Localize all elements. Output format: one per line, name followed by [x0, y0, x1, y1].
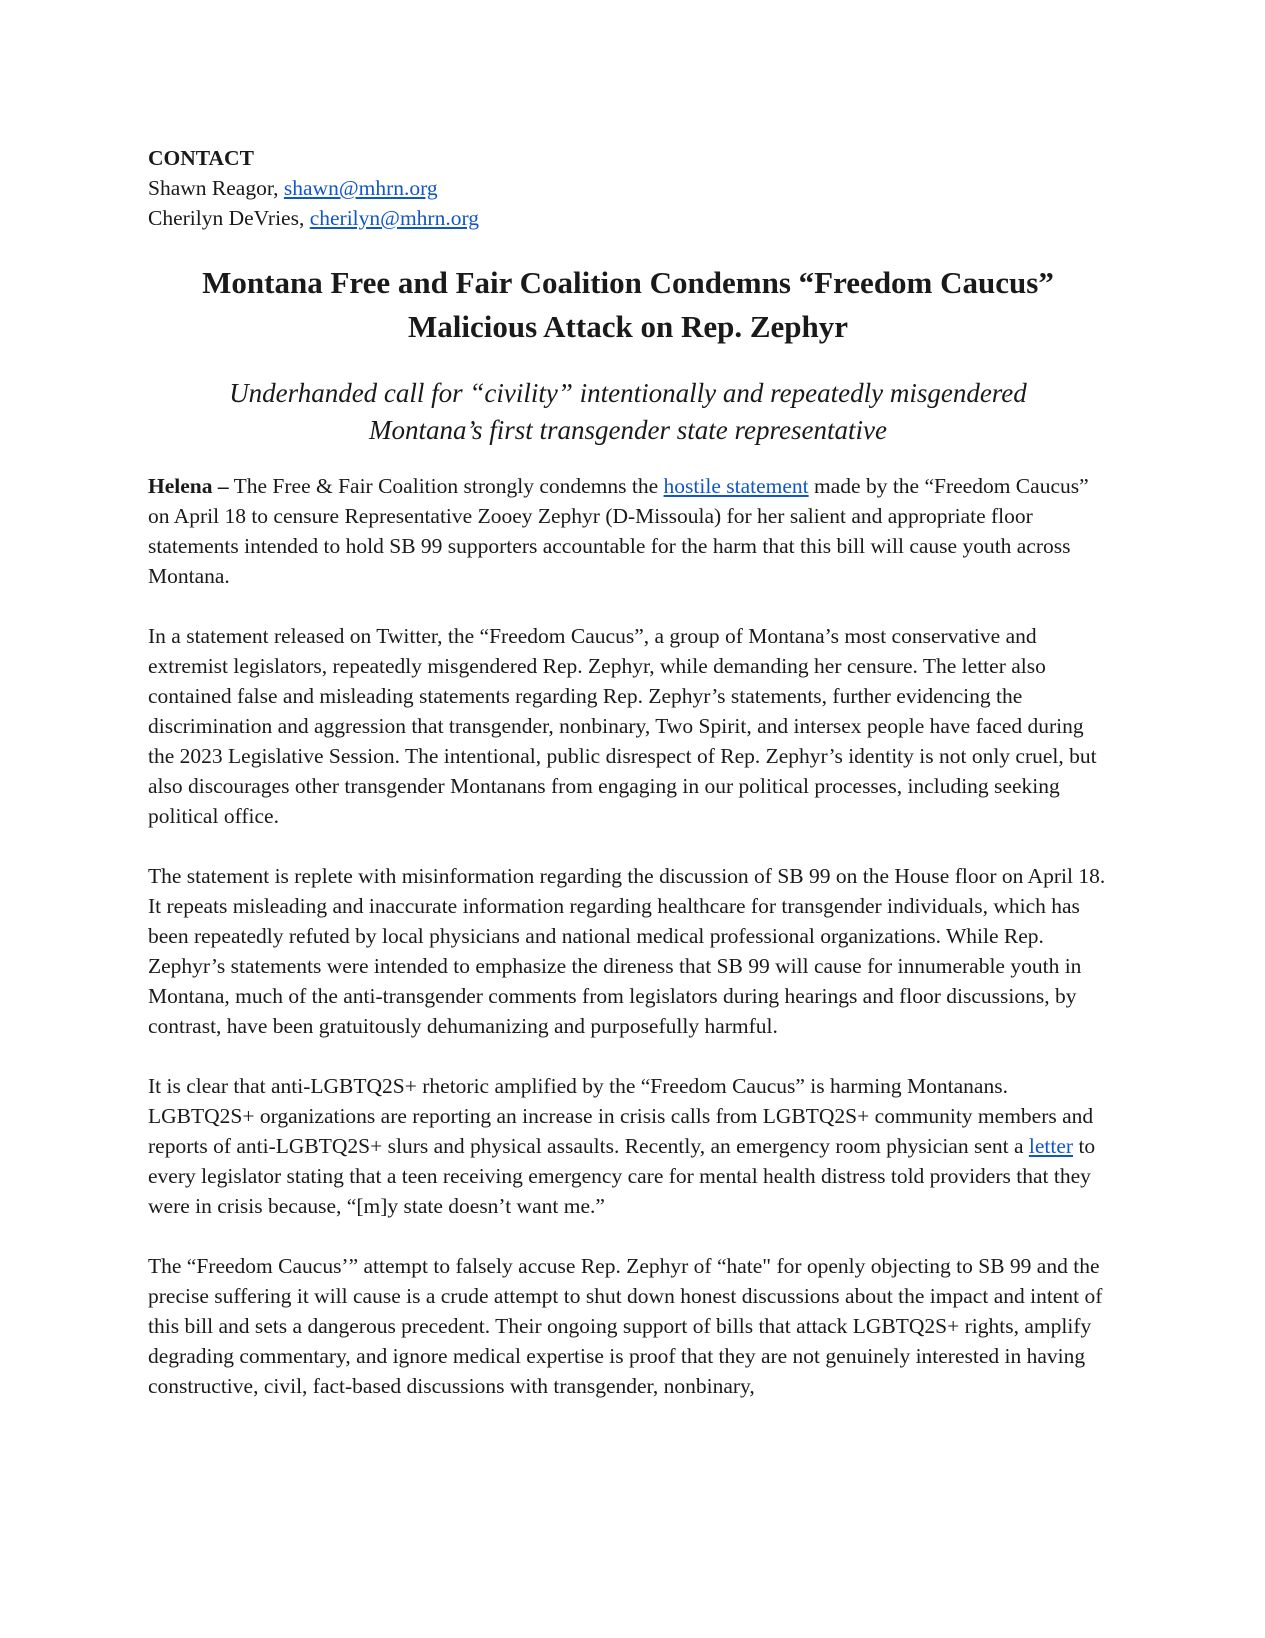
paragraph-5: The “Freedom Caucus’” attempt to falsely accuse Rep. Zephyr of “hate" for openly objecting to SB 99 and the precise suffering it will cause is a crude attempt to shut down honest discussions about the impact and intent of this bill and sets a dangerous precedent. Their ongoing support of bills that attack LGBTQ2S+ rights, amplify degrading commentary, and ignore medical expertise is proof that they are not genuinely interested in having constructive, civil, fact-based discussions with transgender, nonbinary, — [148, 1254, 1103, 1398]
dateline: Helena – — [148, 474, 229, 498]
paragraph-text: made by the “Freedom Caucus” on April 18 to censure Representative Zooey Zephyr (D-Missoula) for her salient and appropriate floor statements intended to hold SB 99 supporters accountable for the harm that this bill will cause youth across Montana. — [148, 474, 1089, 588]
paragraph-text: The Free & Fair Coalition strongly condemns the — [228, 474, 664, 498]
paragraph-1 — [148, 471, 1108, 591]
headline-line-2: Malicious Attack on Rep. Zephyr — [407, 309, 849, 344]
headline — [148, 261, 1108, 349]
paragraph-4 — [148, 1071, 1108, 1221]
paragraph-text: It is clear that anti-LGBTQ2S+ rhetoric amplified by the “Freedom Caucus” is harming Montanans. LGBTQ2S+ organizations are reporting an increase in crisis calls from LGBTQ2S+ community members and reports of anti-LGBTQ2S+ slurs and physical assaults. Recently, an emergency room physician sent a — [148, 1074, 1094, 1158]
subheadline-line-1: Underhanded call for “civility” intentionally and repeatedly misgendered — [229, 378, 1027, 408]
contact-block — [148, 143, 1108, 233]
subheadline-line-2: Montana’s first transgender state representative — [369, 415, 887, 445]
contact-name: Shawn Reagor, — [148, 176, 284, 200]
contact-name: Cherilyn DeVries, — [148, 206, 310, 230]
paragraph-text: to every legislator stating that a teen receiving emergency care for mental health distress told providers that they were in crisis because, “[m]y state doesn’t want me.” — [148, 1134, 1096, 1218]
paragraph-2: In a statement released on Twitter, the “Freedom Caucus”, a group of Montana’s most conservative and extremist legislators, repeatedly misgendered Rep. Zephyr, while demanding her censure. The letter also contained false and misleading statements regarding Rep. Zephyr’s statements, further evidencing the discrimination and aggression that transgender, nonbinary, Two Spirit, and intersex people have faced during the 2023 Legislative Session. The intentional, public disrespect of Rep. Zephyr’s identity is not only cruel, but also discourages other transgender Montanans from engaging in our political processes, including seeking political office. — [148, 624, 1097, 828]
headline-line-1: Montana Free and Fair Coalition Condemns “Freedom Caucus” — [202, 265, 1054, 300]
hostile-statement-link[interactable]: hostile statement — [663, 474, 809, 498]
contact-heading: CONTACT — [148, 146, 254, 170]
press-release-page — [148, 143, 1108, 1431]
body-text — [148, 471, 1108, 1401]
letter-link[interactable]: letter — [1028, 1134, 1074, 1158]
contact-line-shawn — [148, 173, 1108, 203]
contact-line-cherilyn — [148, 203, 1108, 233]
email-link-shawn[interactable]: shawn@mhrn.org — [283, 176, 438, 200]
paragraph-3: The statement is replete with misinformation regarding the discussion of SB 99 on the House floor on April 18. It repeats misleading and inaccurate information regarding healthcare for transgender individuals, which has been repeatedly refuted by local physicians and national medical professional organizations. While Rep. Zephyr’s statements were intended to emphasize the direness that SB 99 will cause for innumerable youth in Montana, much of the anti-transgender comments from legislators during hearings and floor discussions, by contrast, have been gratuitously dehumanizing and purposefully harmful. — [148, 864, 1106, 1038]
subheadline — [148, 375, 1108, 449]
email-link-cherilyn[interactable]: cherilyn@mhrn.org — [309, 206, 479, 230]
